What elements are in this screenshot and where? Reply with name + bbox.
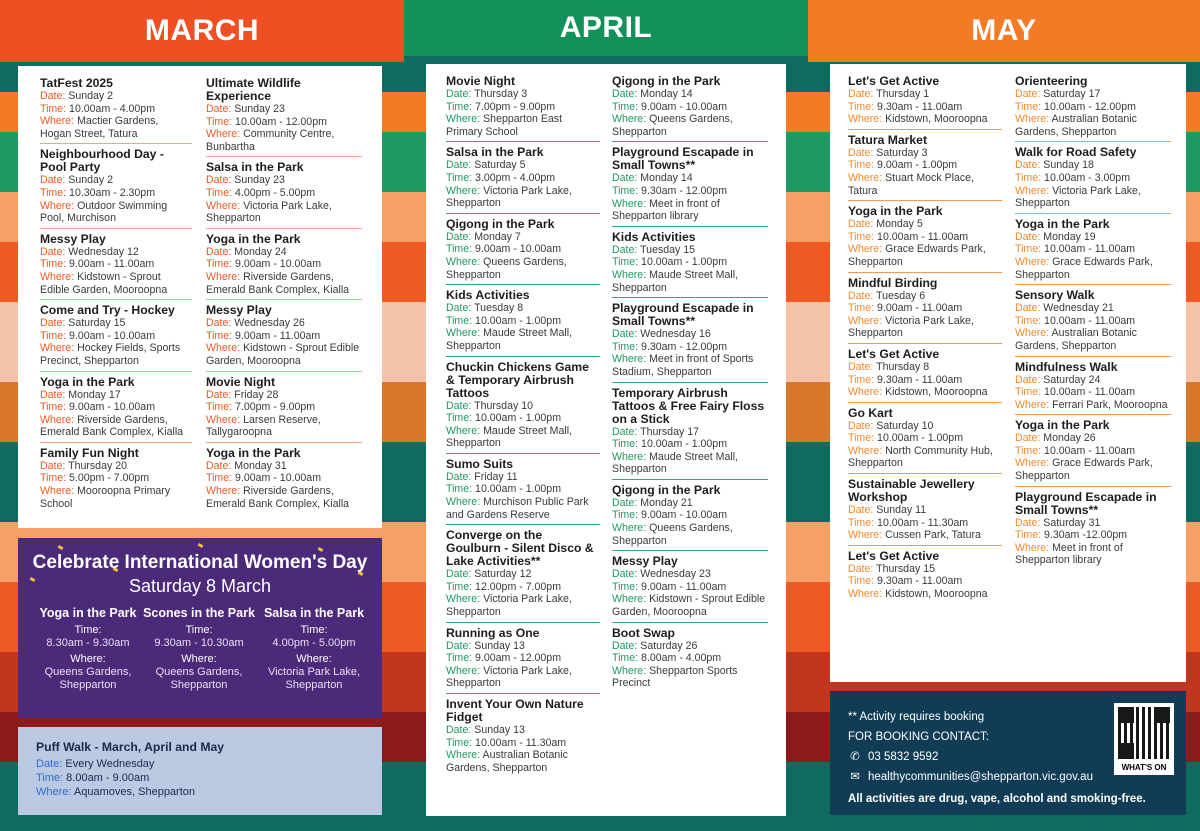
iwd-event-title: Salsa in the Park <box>263 606 365 620</box>
puff-walk-box <box>18 727 382 815</box>
event-title: Let's Get Active <box>848 346 940 361</box>
event-date: Date: Sunday 13 <box>446 724 525 736</box>
event-where: Where: Queens Gardens, Shepparton <box>612 522 733 547</box>
event-item <box>40 446 192 513</box>
event-where: Where: Meet in front of Sports Stadium, Shepparton <box>612 353 754 378</box>
event-date: Date: Monday 7 <box>446 230 521 243</box>
event-item <box>1015 288 1171 356</box>
event-title: Playground Escapade in Small Towns** <box>1015 489 1157 517</box>
event-item <box>1015 217 1171 285</box>
event-date: Date: Monday 14 <box>612 88 693 100</box>
event-where: Where: Grace Edwards Park, Shepparton <box>848 243 986 268</box>
event-where: Where: Murchison Public Park and Gardens Reserve <box>446 496 589 521</box>
event-where: Where: Kidstown, Mooroopna <box>848 386 988 399</box>
event-where: Where: Riverside Gardens, Emerald Bank Complex, Kialla <box>206 485 350 510</box>
iwd-time-label: Time: <box>74 624 102 636</box>
month-header-april: APRIL <box>404 0 808 56</box>
envelope-icon: ✉ <box>850 771 860 783</box>
event-item <box>848 204 1002 272</box>
event-title: TatFest 2025 <box>40 76 113 90</box>
event-item <box>446 74 600 142</box>
event-time: Time: 9.30am - 11.00am <box>848 100 963 113</box>
event-title: Chuckin Chickens Game & Temporary Airbrush Tattoos <box>446 359 589 400</box>
event-where: Where: Hockey Fields, Sports Precinct, Shepparton <box>40 342 181 367</box>
event-item <box>1015 74 1171 142</box>
event-time: Time: 10.00am - 1.00pm <box>446 314 562 327</box>
event-date: Date: Sunday 2 <box>40 90 114 102</box>
event-time: Time: 10.00am - 1.00pm <box>446 483 562 496</box>
iwd-event-where: Queens Gardens, Shepparton <box>44 666 132 691</box>
event-item <box>848 549 1002 604</box>
event-where: Where: North Community Hub, Shepparton <box>848 444 993 470</box>
event-where: Where: Victoria Park Lake, Shepparton <box>446 664 572 690</box>
event-date: Date: Saturday 3 <box>848 146 928 159</box>
event-date: Date: Sunday 2 <box>40 174 114 187</box>
iwd-event-where: Queens Gardens, Shepparton <box>155 666 243 691</box>
event-date: Date: Sunday 11 <box>848 504 927 517</box>
event-where: Where: Stuart Mock Place, Tatura <box>848 171 975 197</box>
event-where: Where: Victoria Park Lake, Shepparton <box>446 184 572 210</box>
iwd-time-label: Time: <box>185 624 213 636</box>
event-item <box>206 375 362 443</box>
event-time: Time: 9.00am - 11.00am <box>612 580 727 593</box>
event-item <box>446 528 600 622</box>
april-column-1 <box>446 74 600 780</box>
event-title: Temporary Airbrush Tattoos & Free Fairy Floss on a Stick <box>612 385 765 426</box>
event-where: Where: Kidstown, Mooroopna <box>848 588 988 601</box>
event-title: Running as One <box>446 625 540 640</box>
event-time: Time: 3.00pm - 4.00pm <box>446 171 556 184</box>
iwd-event <box>28 606 148 692</box>
event-title: Go Kart <box>848 405 893 420</box>
puff-where: Where: Aquamoves, Shepparton <box>36 786 196 798</box>
event-time: Time: 8.00am - 4.00pm <box>612 652 722 665</box>
event-item <box>612 626 768 693</box>
event-where: Where: Kidstown, Mooroopna <box>848 113 988 126</box>
event-date: Date: Tuesday 6 <box>848 289 926 302</box>
iwd-event <box>254 606 374 692</box>
event-date: Date: Monday 17 <box>40 388 121 401</box>
qr-code[interactable] <box>1114 703 1174 775</box>
event-title: Neighbourhood Day - Pool Party <box>40 147 164 175</box>
event-where: Where: Australian Botanic Gardens, Shepparton <box>1015 327 1137 352</box>
event-time: Time: 9.30am - 11.00am <box>848 575 963 588</box>
iwd-title: Celebrate International Women's Day <box>32 552 368 573</box>
event-date: Date: Thursday 17 <box>612 425 699 438</box>
booking-box <box>830 691 1186 815</box>
event-title: Messy Play <box>40 231 106 246</box>
event-date: Date: Tuesday 8 <box>446 302 524 315</box>
iwd-event-title: Yoga in the Park <box>39 606 137 620</box>
event-date: Date: Saturday 15 <box>40 317 126 330</box>
event-date: Date: Monday 19 <box>1015 230 1096 243</box>
event-title: Messy Play <box>612 554 678 569</box>
event-item <box>40 303 192 371</box>
event-date: Date: Thursday 20 <box>40 459 127 472</box>
event-item <box>612 483 768 551</box>
event-where: Where: Ferrari Park, Mooroopna <box>1015 398 1168 411</box>
event-item <box>848 347 1002 403</box>
event-date: Date: Monday 31 <box>206 459 287 472</box>
event-time: Time: 9.00am - 10.00am <box>40 329 156 342</box>
event-time: Time: 9.30am - 12.00pm <box>612 340 728 353</box>
event-where: Where: Maude Street Mall, Shepparton <box>612 450 739 476</box>
iwd-event-time: 8.30am - 9.30am <box>46 637 130 649</box>
event-where: Where: Mooroopna Primary School <box>40 485 171 510</box>
event-item <box>1015 145 1171 213</box>
month-header-may: MAY <box>808 0 1200 62</box>
event-title: Orienteering <box>1015 74 1088 88</box>
puff-title: Puff Walk - March, April and May <box>36 740 225 754</box>
event-where: Where: Shepparton Sports Precinct <box>612 664 738 690</box>
event-where: Where: Queens Gardens, Shepparton <box>612 113 733 138</box>
event-item <box>848 406 1002 474</box>
event-where: Where: Victoria Park Lake, Shepparton <box>1015 184 1141 210</box>
event-time: Time: 10.30am - 2.30pm <box>40 186 156 199</box>
event-item <box>206 303 362 371</box>
event-where: Where: Victoria Park Lake, Shepparton <box>848 314 974 340</box>
event-title: Family Fun Night <box>40 445 139 460</box>
event-where: Where: Mactier Gardens, Hogan Street, Tatura <box>40 115 159 140</box>
event-item <box>848 74 1002 130</box>
event-where: Where: Community Centre, Bunbartha <box>206 128 335 153</box>
event-item <box>206 76 362 157</box>
event-date: Date: Sunday 23 <box>206 103 285 115</box>
event-title: Boot Swap <box>612 625 675 640</box>
may-column-2 <box>1015 74 1171 573</box>
event-time: Time: 9.30am -12.00pm <box>1015 529 1128 542</box>
event-item <box>612 145 768 226</box>
event-time: Time: 9.00am - 11.00am <box>206 329 321 342</box>
event-date: Date: Monday 24 <box>206 245 287 258</box>
event-time: Time: 9.00am - 10.00am <box>612 509 728 522</box>
event-date: Date: Saturday 26 <box>612 639 698 652</box>
event-date: Date: Saturday 10 <box>848 419 934 432</box>
event-item <box>446 626 600 694</box>
event-time: Time: 9.00am - 11.00am <box>848 302 963 315</box>
puff-date: Date: Every Wednesday <box>36 758 155 770</box>
event-time: Time: 10.00am - 1.00pm <box>848 432 964 445</box>
event-item <box>40 76 192 144</box>
event-item <box>40 232 192 300</box>
event-date: Date: Saturday 17 <box>1015 88 1101 100</box>
event-where: Where: Riverside Gardens, Emerald Bank Complex, Kialla <box>206 270 350 296</box>
event-date: Date: Saturday 24 <box>1015 373 1101 386</box>
event-time: Time: 7.00pm - 9.00pm <box>446 100 556 113</box>
iwd-event <box>139 606 259 692</box>
event-time: Time: 7.00pm - 9.00pm <box>206 401 316 414</box>
event-title: Kids Activities <box>612 229 696 244</box>
event-time: Time: 10.00am - 11.00am <box>1015 444 1136 457</box>
event-title: Movie Night <box>206 374 276 389</box>
event-title: Messy Play <box>206 303 272 318</box>
event-title: Salsa in the Park <box>206 160 304 175</box>
qr-code-pattern <box>1118 707 1170 759</box>
event-title: Qigong in the Park <box>612 74 721 88</box>
event-time: Time: 10.00am - 11.30am <box>848 516 969 529</box>
event-where: Where: Meet in front of Shepparton library <box>612 197 720 223</box>
event-title: Sumo Suits <box>446 456 514 471</box>
event-where: Where: Victoria Park Lake, Shepparton <box>206 199 332 225</box>
event-date: Date: Monday 14 <box>612 172 693 185</box>
event-time: Time: 9.00am - 10.00am <box>206 258 322 271</box>
event-time: Time: 10.00am - 11.00am <box>1015 243 1136 256</box>
event-where: Where: Riverside Gardens, Emerald Bank Complex, Kialla <box>40 413 184 439</box>
event-date: Date: Thursday 8 <box>848 360 930 373</box>
event-time: Time: 9.00am - 1.00pm <box>848 159 958 172</box>
event-item <box>446 288 600 356</box>
event-where: Where: Shepparton East Primary School <box>446 113 563 138</box>
event-item <box>206 232 362 300</box>
event-time: Time: 10.00am - 11.00am <box>848 230 969 243</box>
event-title: Sustainable Jewellery Workshop <box>848 477 975 505</box>
event-title: Walk for Road Safety <box>1015 145 1137 160</box>
event-date: Date: Wednesday 16 <box>612 328 711 341</box>
event-title: Playground Escapade in Small Towns** <box>612 145 754 173</box>
event-where: Where: Larsen Reserve, Tallygaroopna <box>206 413 321 439</box>
event-item <box>612 74 768 142</box>
iwd-where-label: Where: <box>70 653 106 665</box>
event-title: Yoga in the Park <box>848 204 943 219</box>
event-time: Time: 9.00am - 10.00am <box>206 472 322 485</box>
event-title: Salsa in the Park <box>446 145 544 160</box>
event-time: Time: 10.00am - 12.00pm <box>206 115 327 128</box>
event-title: Yoga in the Park <box>40 374 135 389</box>
event-title: Tatura Market <box>848 132 928 147</box>
event-time: Time: 9.00am - 10.00am <box>612 100 728 113</box>
event-where: Where: Cussen Park, Tatura <box>848 529 981 542</box>
event-time: Time: 4.00pm - 5.00pm <box>206 186 316 199</box>
event-date: Date: Tuesday 15 <box>612 243 696 256</box>
iwd-subtitle: Saturday 8 March <box>128 576 272 596</box>
event-date: Date: Monday 5 <box>848 218 923 231</box>
event-item <box>206 160 362 228</box>
event-time: Time: 10.00am - 11.30am <box>446 736 567 749</box>
event-time: Time: 9.00am - 12.00pm <box>446 652 562 665</box>
event-title: Sensory Walk <box>1015 288 1095 303</box>
booking-footer: All activities are drug, vape, alcohol and smoking-free. <box>848 793 1146 805</box>
event-time: Time: 10.00am - 4.00pm <box>40 102 156 115</box>
event-date: Date: Friday 11 <box>446 470 518 483</box>
booking-note: ** Activity requires booking <box>848 711 985 723</box>
iwd-where-label: Where: <box>296 653 332 665</box>
event-time: Time: 12.00pm - 7.00pm <box>446 580 562 593</box>
event-time: Time: 10.00am - 1.00pm <box>612 256 728 269</box>
event-title: Yoga in the Park <box>1015 418 1110 433</box>
event-time: Time: 10.00am - 1.00pm <box>446 412 562 425</box>
event-date: Date: Sunday 23 <box>206 174 285 187</box>
event-title: Qigong in the Park <box>446 216 555 231</box>
event-item <box>848 133 1002 201</box>
event-time: Time: 9.00am - 11.00am <box>40 258 155 271</box>
event-date: Date: Thursday 3 <box>446 88 528 100</box>
iwd-time-label: Time: <box>300 624 328 636</box>
event-item <box>446 360 600 454</box>
event-date: Date: Monday 26 <box>1015 432 1096 445</box>
event-date: Date: Wednesday 23 <box>612 568 711 581</box>
event-where: Where: Victoria Park Lake, Shepparton <box>446 593 572 619</box>
event-date: Date: Saturday 31 <box>1015 516 1101 529</box>
event-where: Where: Meet in front of Shepparton library <box>1015 541 1123 567</box>
iwd-event-where: Victoria Park Lake, Shepparton <box>267 666 361 691</box>
event-date: Date: Monday 21 <box>612 496 693 509</box>
event-item <box>206 446 362 513</box>
event-where: Where: Australian Botanic Gardens, Shepparton <box>446 749 568 774</box>
event-date: Date: Thursday 1 <box>848 88 930 100</box>
confetti-decoration <box>198 543 204 548</box>
april-panel <box>426 64 786 816</box>
booking-phone[interactable]: ✆ 03 5832 9592 <box>848 747 1168 767</box>
event-time: Time: 9.00am - 10.00am <box>40 401 156 414</box>
phone-icon: ✆ <box>850 751 860 763</box>
event-date: Date: Sunday 18 <box>1015 159 1094 172</box>
event-time: Time: 10.00am - 12.00pm <box>1015 100 1136 113</box>
event-where: Where: Australian Botanic Gardens, Shepparton <box>1015 113 1137 138</box>
event-where: Where: Queens Gardens, Shepparton <box>446 255 567 281</box>
march-column-1 <box>40 76 192 516</box>
event-item <box>612 554 768 622</box>
iwd-event-time: 9.30am - 10.30am <box>154 637 244 649</box>
puff-time: Time: 8.00am - 9.00am <box>36 772 150 784</box>
event-where: Where: Kidstown - Sprout Edible Garden, Mooroopna <box>612 593 766 619</box>
event-title: Yoga in the Park <box>206 445 301 460</box>
iwd-event-time: 4.00pm - 5.00pm <box>272 637 356 649</box>
event-date: Date: Friday 28 <box>206 388 279 401</box>
event-where: Where: Outdoor Swimming Pool, Murchison <box>40 199 168 225</box>
event-title: Let's Get Active <box>848 74 940 88</box>
event-date: Date: Wednesday 12 <box>40 245 139 258</box>
event-item <box>1015 360 1171 416</box>
qr-label: WHAT'S ON <box>1121 763 1167 772</box>
event-title: Qigong in the Park <box>612 482 721 497</box>
event-title: Converge on the Goulburn - Silent Disco & Lake Activities** <box>446 528 594 569</box>
event-item <box>1015 490 1171 570</box>
event-date: Date: Thursday 15 <box>848 562 935 575</box>
event-where: Where: Grace Edwards Park, Shepparton <box>1015 457 1153 483</box>
may-panel <box>830 64 1186 682</box>
event-date: Date: Wednesday 26 <box>206 317 305 330</box>
event-title: Playground Escapade in Small Towns** <box>612 301 754 329</box>
event-title: Yoga in the Park <box>1015 216 1110 231</box>
event-where: Where: Maude Street Mall, Shepparton <box>446 424 573 450</box>
event-time: Time: 10.00am - 11.00am <box>1015 314 1136 327</box>
event-time: Time: 9.30am - 11.00am <box>848 373 963 386</box>
event-item <box>446 697 600 777</box>
april-column-2 <box>612 74 768 696</box>
iwd-event-title: Scones in the Park <box>143 606 255 620</box>
event-time: Time: 10.00am - 11.00am <box>1015 386 1136 399</box>
march-panel <box>18 66 382 528</box>
event-where: Where: Grace Edwards Park, Shepparton <box>1015 255 1153 281</box>
event-where: Where: Maude Street Mall, Shepparton <box>612 268 739 294</box>
booking-heading: FOR BOOKING CONTACT: <box>848 731 989 743</box>
event-time: Time: 9.00am - 10.00am <box>446 243 562 256</box>
event-title: Invent Your Own Nature Fidget <box>446 697 584 724</box>
event-time: Time: 9.30am - 12.00pm <box>612 184 728 197</box>
event-where: Where: Maude Street Mall, Shepparton <box>446 327 573 352</box>
booking-email[interactable]: ✉ healthycommunities@shepparton.vic.gov.au <box>848 767 1168 787</box>
event-date: Date: Thursday 10 <box>446 399 533 412</box>
event-item <box>612 301 768 382</box>
event-title: Movie Night <box>446 74 516 88</box>
event-title: Mindfulness Walk <box>1015 359 1118 374</box>
event-item <box>848 276 1002 344</box>
month-header-march: MARCH <box>0 0 404 62</box>
event-item <box>446 457 600 525</box>
event-item <box>40 375 192 443</box>
event-date: Date: Sunday 13 <box>446 639 525 652</box>
event-title: Yoga in the Park <box>206 231 301 246</box>
event-where: Where: Kidstown - Sprout Edible Garden, Mooroopna <box>40 270 168 296</box>
event-time: Time: 10.00am - 3.00pm <box>1015 171 1131 184</box>
event-time: Time: 10.00am - 1.00pm <box>612 438 728 451</box>
event-title: Ultimate Wildlife Experience <box>206 76 301 103</box>
iwd-where-label: Where: <box>181 653 217 665</box>
event-title: Let's Get Active <box>848 548 940 563</box>
event-date: Date: Wednesday 21 <box>1015 302 1114 315</box>
event-item <box>446 145 600 213</box>
event-item <box>848 477 1002 546</box>
event-date: Date: Saturday 12 <box>446 568 532 581</box>
event-title: Mindful Birding <box>848 275 938 290</box>
may-column-1 <box>848 74 1002 607</box>
event-where: Where: Kidstown - Sprout Edible Garden, Mooroopna <box>206 342 360 367</box>
event-time: Time: 5.00pm - 7.00pm <box>40 472 150 485</box>
event-date: Date: Saturday 5 <box>446 159 526 172</box>
confetti-decoration <box>58 545 64 550</box>
march-column-2 <box>206 76 362 516</box>
iwd-box <box>18 538 382 718</box>
event-item <box>40 147 192 228</box>
event-title: Come and Try - Hockey <box>40 303 175 318</box>
event-item <box>446 217 600 285</box>
event-item <box>612 230 768 298</box>
event-title: Kids Activities <box>446 288 530 303</box>
event-item <box>1015 418 1171 486</box>
event-item <box>612 386 768 480</box>
